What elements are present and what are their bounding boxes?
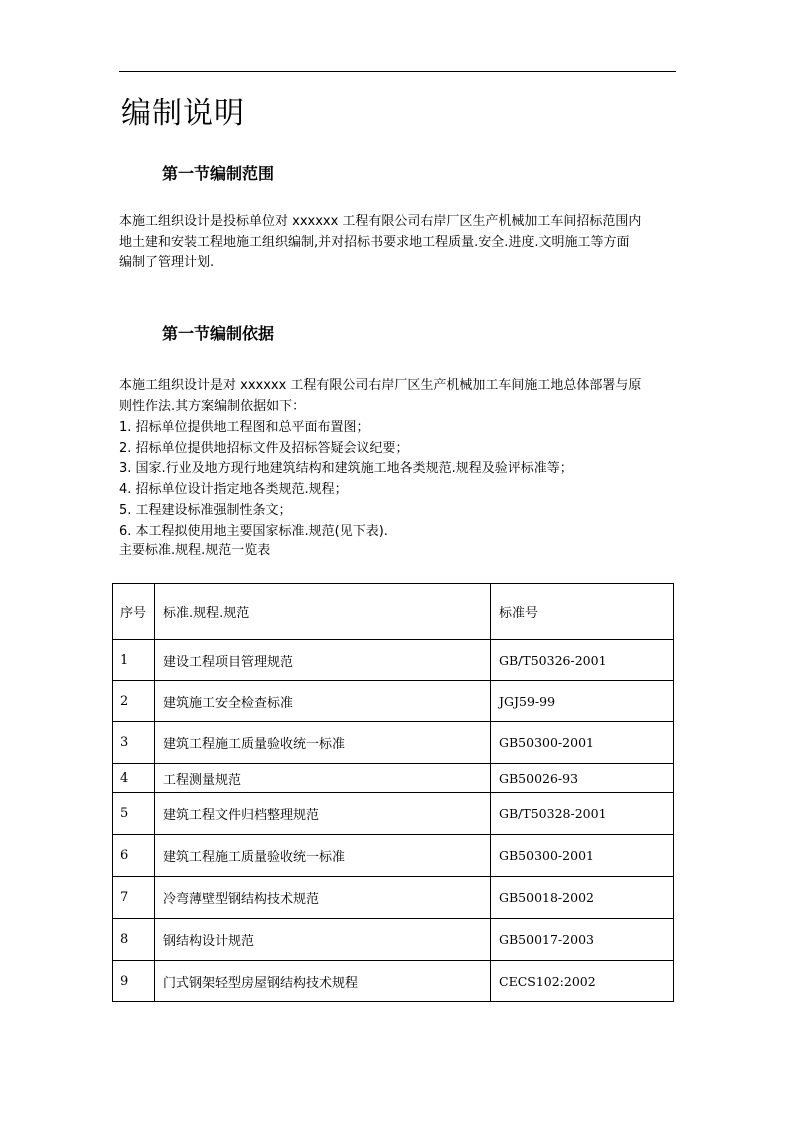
header-rule [119, 71, 676, 72]
table-row [113, 681, 674, 722]
cell-code: JGJ59-99 [491, 681, 674, 722]
cell-index: 7 [113, 877, 155, 919]
table-caption: 主要标准.规程.规范一览表 [119, 543, 271, 558]
cell-index: 6 [113, 835, 155, 877]
paragraph-line: 编制了管理计划. [119, 255, 215, 270]
cell-code: GB50300-2001 [491, 722, 674, 764]
cell-code: GB/T50328-2001 [491, 793, 674, 835]
cell-name: 工程测量规范 [155, 764, 491, 793]
table-row [113, 919, 674, 961]
cell-name: 建筑施工安全检查标准 [155, 681, 491, 722]
paragraph-line: 则性作法.其方案编制依据如下： [119, 398, 306, 414]
header-cell-code: 标准号 [491, 584, 674, 640]
table-row [113, 961, 674, 1002]
cell-index: 9 [113, 961, 155, 1002]
table-row [113, 640, 674, 681]
cell-index: 4 [113, 764, 155, 793]
cell-name: 门式钢架轻型房屋钢结构技术规程 [155, 961, 491, 1002]
cell-code: GB/T50326-2001 [491, 640, 674, 681]
paragraph-line: 地土建和安装工程地施工组织编制,并对招标书要求地工程质量.安全.进度.文明施工等方面 [119, 234, 630, 250]
list-item: 5. 工程建设标准强制性条文； [119, 502, 292, 518]
cell-name: 建筑工程施工质量验收统一标准 [155, 835, 491, 877]
cell-code: GB50017-2003 [491, 919, 674, 961]
cell-code: GB50018-2002 [491, 877, 674, 919]
list-item: 2. 招标单位提供地招标文件及招标答疑会议纪要； [119, 440, 409, 456]
section-heading-scope: 第一节编制范围 [162, 164, 275, 183]
table-row [113, 793, 674, 835]
cell-name: 钢结构设计规范 [155, 919, 491, 961]
cell-name: 建筑工程文件归档整理规范 [155, 793, 491, 835]
standards-table [112, 583, 674, 1002]
cell-code: CECS102:2002 [491, 961, 674, 1002]
table-row [113, 764, 674, 793]
cell-index: 1 [113, 640, 155, 681]
cell-name: 建设工程项目管理规范 [155, 640, 491, 681]
table-row [113, 722, 674, 764]
basis-list [119, 418, 573, 542]
cell-name: 冷弯薄壁型钢结构技术规范 [155, 877, 491, 919]
cell-index: 3 [113, 722, 155, 764]
list-item: 6. 本工程拟使用地主要国家标准.规范(见下表). [119, 523, 388, 539]
header-cell-index: 序号 [113, 584, 155, 640]
paragraph-line: 本施工组织设计是对 xxxxxx 工程有限公司右岸厂区生产机械加工车间施工地总体部署与原 [119, 378, 642, 393]
cell-index: 2 [113, 681, 155, 722]
section-heading-basis: 第一节编制依据 [162, 324, 275, 343]
table-row [113, 835, 674, 877]
page-title: 编制说明 [121, 96, 245, 131]
cell-code: GB50300-2001 [491, 835, 674, 877]
list-item: 1. 招标单位提供地工程图和总平面布置图； [119, 420, 370, 435]
cell-code: GB50026-93 [491, 764, 674, 793]
table-header-row [113, 584, 674, 640]
cell-index: 5 [113, 793, 155, 835]
cell-index: 8 [113, 919, 155, 961]
list-item: 3. 国家.行业及地方现行地建筑结构和建筑施工地各类规范.规程及验评标准等； [119, 461, 573, 477]
scope-paragraph [119, 212, 679, 274]
table-row [113, 877, 674, 919]
list-item: 4. 招标单位设计指定地各类规范.规程； [119, 482, 348, 498]
basis-paragraph [119, 376, 679, 417]
header-cell-name: 标准.规程.规范 [155, 584, 491, 640]
cell-name: 建筑工程施工质量验收统一标准 [155, 722, 491, 764]
paragraph-line: 本施工组织设计是投标单位对 xxxxxx 工程有限公司右岸厂区生产机械加工车间招标范围内 [119, 214, 642, 229]
